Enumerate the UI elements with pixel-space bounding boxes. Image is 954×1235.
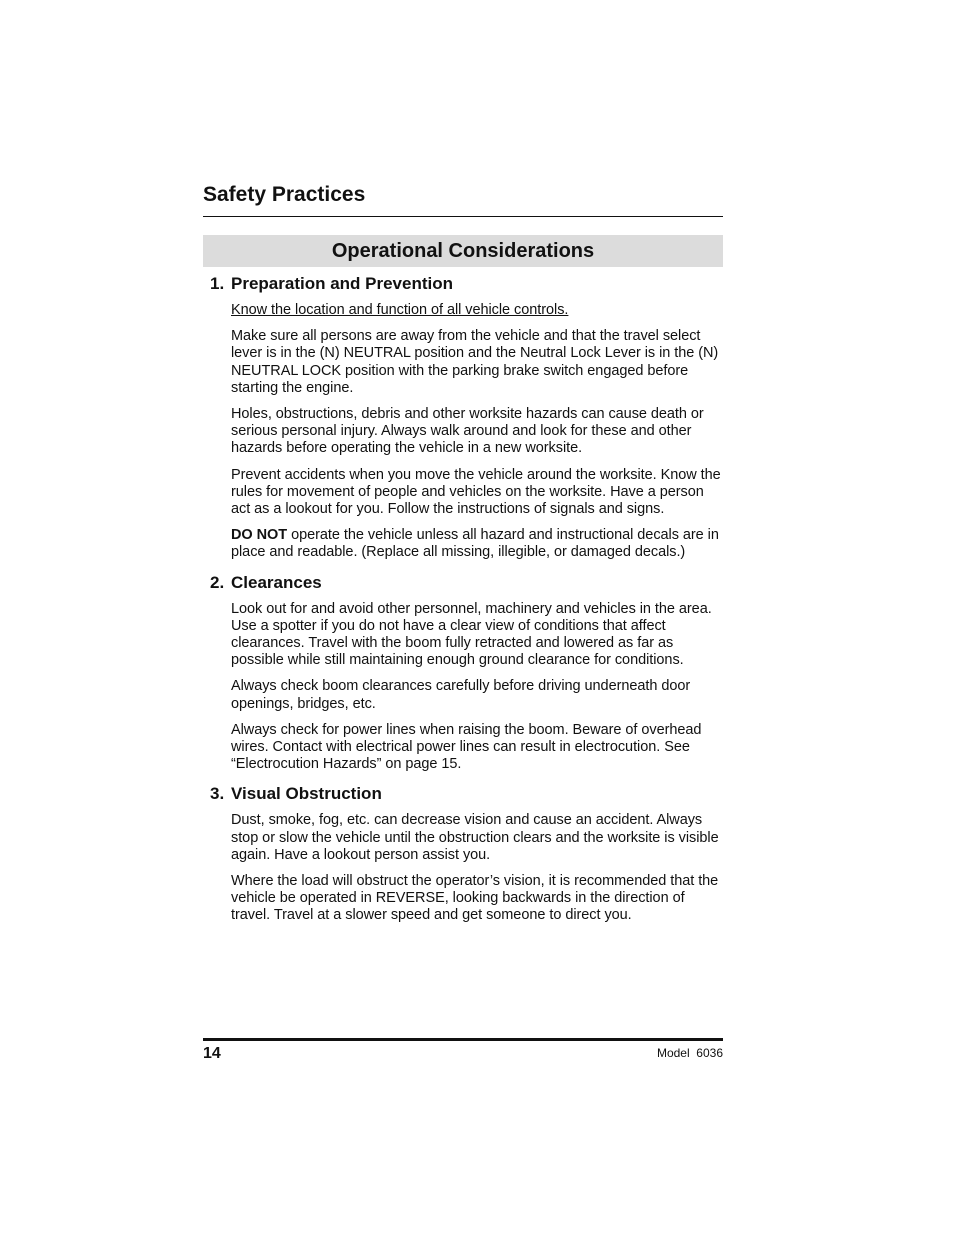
section-heading-clearances bbox=[203, 571, 723, 595]
page-title: Safety Practices bbox=[203, 183, 366, 206]
section-title: Clearances bbox=[231, 572, 322, 592]
paragraph: Always check for power lines when raising the boom. Beware of overhead wires. Contact with electrical power lines can result in electrocution. See “Electrocution Hazards” on page 15. bbox=[231, 721, 702, 773]
footer-divider bbox=[203, 1038, 723, 1041]
section-title: Visual Obstruction bbox=[231, 784, 382, 804]
paragraph: Where the load will obstruct the operator’s vision, it is recommended that the vehicle be operated in REVERSE, looking backwards in the direction of travel. Travel at a slower speed and get someone to direct you. bbox=[231, 873, 719, 924]
underlined-instruction: Know the location and function of all vehicle controls. bbox=[231, 302, 569, 318]
section-banner: Operational Considerations bbox=[203, 235, 723, 267]
page-body bbox=[203, 272, 723, 934]
paragraph: Look out for and avoid other personnel, machinery and vehicles in the area. Use a spotter if you do not have a clear view of conditions that affect clearances. Travel with the boom fully retracted and lowered as far as possible while still maintaining enough ground clearance for conditions. bbox=[231, 600, 712, 669]
section-heading-preparation bbox=[203, 272, 723, 296]
section-number: 3. bbox=[210, 784, 225, 804]
paragraph: Prevent accidents when you move the vehicle around the worksite. Know the rules for movement of people and vehicles on the worksite. Have a person act as a lookout for you. Follow the instructions of signals and signs. bbox=[231, 466, 721, 518]
paragraph: Make sure all persons are away from the vehicle and that the travel select lever is in the (N) NEUTRAL position and the Neutral Lock Lever is in the (N) NEUTRAL LOCK position with the parking brake switch engaged before starting the engine. bbox=[231, 328, 719, 396]
heading-divider bbox=[203, 216, 723, 217]
paragraph: Holes, obstructions, debris and other worksite hazards can cause death or serious personal injury. Always walk around and look for these and other hazards before operating the vehicle in a new worksite. bbox=[231, 406, 704, 457]
section-number: 2. bbox=[210, 572, 225, 592]
paragraph: Dust, smoke, fog, etc. can decrease vision and cause an accident. Always stop or slow the vehicle until the obstruction clears and the worksite is visible again. Have a lookout person assist you. bbox=[231, 812, 719, 863]
model-label: Model 6036 bbox=[656, 1046, 723, 1060]
page-number: 14 bbox=[203, 1045, 221, 1062]
section-number: 1. bbox=[210, 274, 225, 293]
warning-paragraph bbox=[231, 527, 723, 561]
warning-emphasis: DO NOT bbox=[231, 527, 288, 544]
warning-text: operate the vehicle unless all hazard and instructional decals are in place and readable. (Replace all missing, illegible, or damaged decals.) bbox=[231, 527, 719, 561]
paragraph: Always check boom clearances carefully before driving underneath door openings, bridges, etc. bbox=[231, 678, 691, 712]
section-title: Preparation and Prevention bbox=[231, 274, 453, 293]
section-heading-visual-obstruction bbox=[203, 782, 723, 806]
